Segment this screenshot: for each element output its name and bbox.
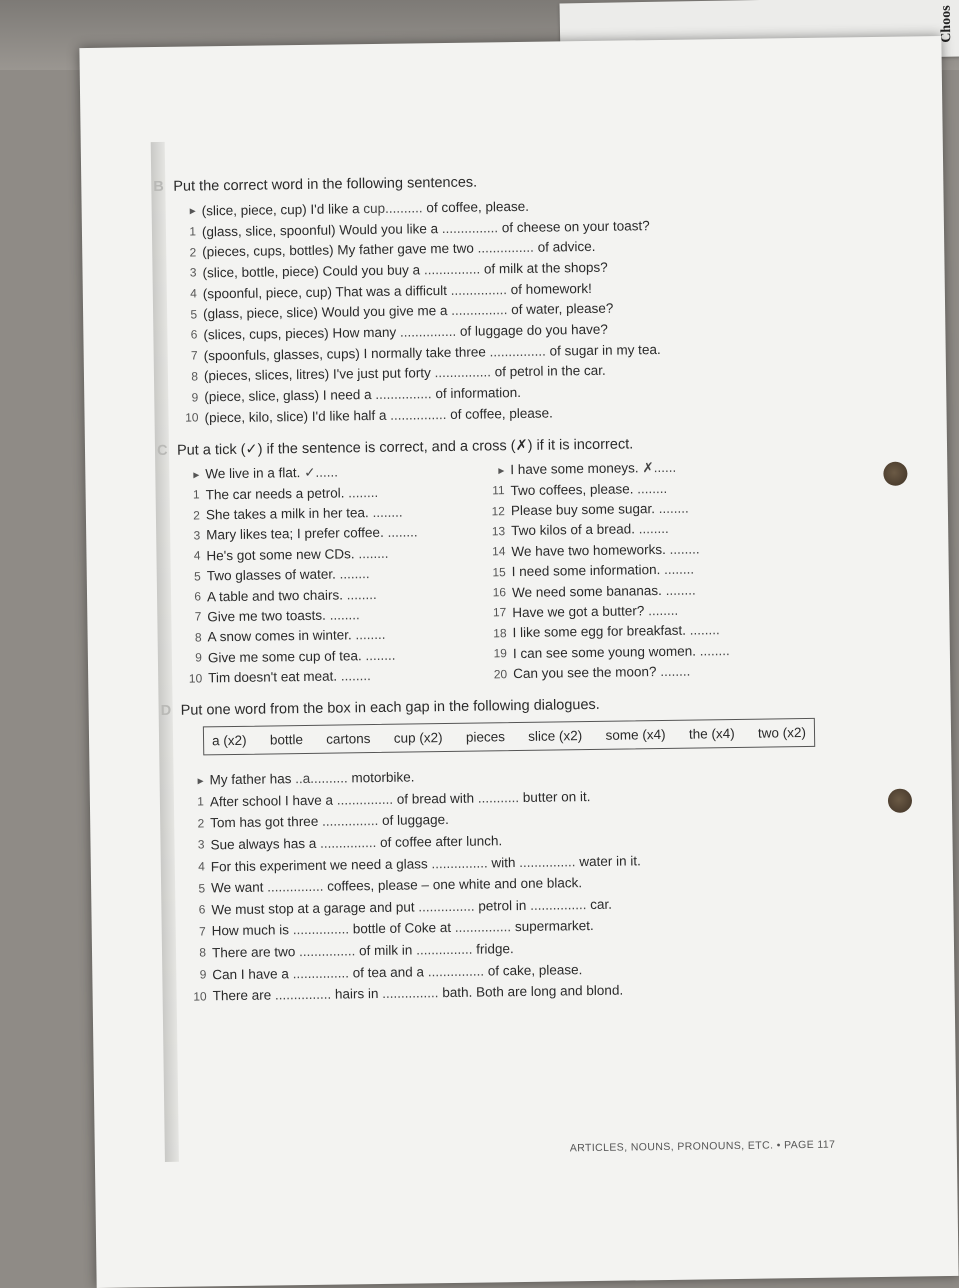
item-number: 12 xyxy=(491,503,505,518)
sentence-text: We have two homeworks. xyxy=(511,541,666,559)
answer-gap: ............... xyxy=(423,261,481,278)
answer-gap: ........ xyxy=(665,582,696,598)
item-ending: of coffee, please. xyxy=(450,405,553,422)
item-number: 3 xyxy=(193,528,201,543)
dialogue-text: motorbike. xyxy=(351,769,415,786)
answer-gap: ............... xyxy=(319,834,377,851)
word-box-item: the (x4) xyxy=(688,725,735,742)
answer-gap: ............... xyxy=(451,302,508,319)
answer-gap: ........ xyxy=(648,602,679,619)
sentence-text: The car needs a petrol. xyxy=(205,485,345,502)
sentence-text: Can you see the moon? xyxy=(513,664,657,682)
dialogue-text: bath. Both are long and blond. xyxy=(442,982,624,1001)
dialogue-text: Sue always has a xyxy=(210,835,317,853)
answer-gap: ........ xyxy=(365,647,396,663)
item-ending: of advice. xyxy=(537,239,596,255)
dialogue-text: Tom has got three xyxy=(210,814,319,831)
item-number: ▸ xyxy=(197,773,204,788)
dialogue-text: bottle of Coke at xyxy=(352,920,452,937)
dialogue-text: of tea and a xyxy=(352,963,425,980)
tick-cross-row xyxy=(485,660,790,685)
item-ending: of petrol in the car. xyxy=(494,363,606,380)
section-d-list xyxy=(181,760,864,1007)
item-prompt: (glass, piece, slice) Would you give me a xyxy=(203,303,448,322)
dialogue-text: of luggage. xyxy=(381,812,449,829)
dialogue-text: There are two xyxy=(211,944,296,961)
item-number: 20 xyxy=(493,666,508,682)
item-number: 18 xyxy=(493,626,507,641)
item-number: 7 xyxy=(194,609,202,625)
word-box-item: some (x4) xyxy=(605,726,666,743)
answer-gap: ..a.......... xyxy=(295,770,348,787)
answer-gap: ........ xyxy=(637,480,668,496)
answer-gap: ............... xyxy=(519,853,576,870)
word-box xyxy=(203,718,815,756)
answer-gap: ............... xyxy=(416,941,473,958)
item-prompt: (spoonfuls, glasses, cups) I normally take three xyxy=(203,344,486,364)
item-ending: of cheese on your toast? xyxy=(501,217,650,235)
dialogue-text: with xyxy=(491,854,516,870)
item-number: 7 xyxy=(190,348,198,363)
example-answer: cup.......... xyxy=(363,200,423,216)
answer-gap: ........... xyxy=(477,789,520,806)
section-b-letter: B xyxy=(153,178,164,196)
dialogue-text: of milk in xyxy=(359,942,413,959)
sentence-text: Please buy some sugar. xyxy=(510,501,656,519)
answer-gap: ........ xyxy=(660,663,691,680)
item-ending: of sugar in my tea. xyxy=(549,341,661,359)
answer-gap: ✗...... xyxy=(642,459,677,476)
sentence-text: I like some egg for breakfast. xyxy=(512,623,687,641)
item-number: 4 xyxy=(198,859,205,874)
worksheet-content xyxy=(153,169,864,1007)
answer-gap: ........ xyxy=(699,642,730,659)
answer-gap: ........ xyxy=(358,545,389,562)
item-number: 9 xyxy=(199,967,207,982)
sentence-text: Two kilos of a bread. xyxy=(511,521,636,539)
dialogue-text: of coffee after lunch. xyxy=(380,833,503,850)
item-number: 15 xyxy=(492,564,506,580)
sentence-text: She takes a milk in her tea. xyxy=(205,505,369,523)
item-number: 10 xyxy=(193,988,207,1004)
section-c-left-column xyxy=(177,460,485,689)
item-number: 1 xyxy=(192,487,200,502)
punch-hole-bottom xyxy=(888,789,912,813)
word-box-item: slice (x2) xyxy=(528,727,583,744)
dialogue-text: For this experiment we need a glass xyxy=(210,855,428,874)
answer-gap: ............... xyxy=(450,281,508,298)
item-ending: of information. xyxy=(435,384,522,402)
answer-gap: ............... xyxy=(274,986,332,1003)
word-box-item: bottle xyxy=(269,731,304,748)
sentence-text: He's got some new CDs. xyxy=(206,546,355,564)
section-c-letter: C xyxy=(156,442,168,459)
answer-gap: ........ xyxy=(658,500,689,517)
item-number: 3 xyxy=(197,837,205,852)
dialogue-text: hairs in xyxy=(334,986,379,1002)
sentence-text: Give me two toasts. xyxy=(207,607,326,625)
item-number: 2 xyxy=(197,816,205,831)
dialogue-text: We want xyxy=(211,879,264,896)
answer-gap: ............... xyxy=(321,813,379,830)
item-prompt: (slice, bottle, piece) Could you buy a xyxy=(202,262,421,281)
background-sheet-label: Choos xyxy=(938,5,955,43)
section-c-title: C Put a tick (✓) if the sentence is correct, and a cross (✗) if it is incorrect. xyxy=(156,435,634,459)
item-ending: of water, please? xyxy=(511,300,614,318)
punch-hole-top xyxy=(883,462,907,486)
dialogue-text: of bread with xyxy=(396,790,475,807)
answer-gap: ........ xyxy=(348,484,379,501)
sentence-text: A table and two chairs. xyxy=(206,587,343,604)
item-number: 2 xyxy=(193,507,201,523)
item-prompt: (slices, cups, pieces) How many xyxy=(203,324,397,343)
dialogue-text: supermarket. xyxy=(514,918,594,935)
item-number: 19 xyxy=(493,646,507,661)
sentence-text: Give me some cup of tea. xyxy=(207,647,362,666)
answer-gap: ........ xyxy=(387,524,418,541)
dialogue-text: petrol in xyxy=(478,897,527,914)
dialogue-text: water in it. xyxy=(579,852,641,869)
item-number: 8 xyxy=(199,945,207,960)
answer-gap: ............... xyxy=(489,343,546,360)
item-number: 4 xyxy=(193,548,201,563)
answer-gap: ........ xyxy=(669,541,700,557)
item-prompt: (spoonful, piece, cup) That was a difficult xyxy=(202,282,448,301)
section-d-letter: D xyxy=(160,702,172,719)
item-prompt: (piece, slice, glass) I need a xyxy=(204,387,372,405)
sentence-text: I can see some young women. xyxy=(512,643,697,661)
answer-gap: ........ xyxy=(689,622,720,638)
item-number: 10 xyxy=(188,671,203,686)
answer-gap: ............... xyxy=(292,921,350,938)
sentence-text: I need some information. xyxy=(511,562,661,580)
page-footer: ARTICLES, NOUNS, PRONOUNS, ETC. • PAGE 117 xyxy=(569,1138,836,1155)
item-number: 9 xyxy=(195,650,203,665)
answer-gap: ............... xyxy=(427,963,485,979)
answer-gap: ............... xyxy=(530,896,587,913)
item-number: 5 xyxy=(198,881,206,896)
answer-gap: ........ xyxy=(329,607,360,623)
item-number: 6 xyxy=(198,902,206,917)
answer-gap: ............... xyxy=(382,985,439,1002)
item-number: 17 xyxy=(492,605,507,620)
dialogue-text: butter on it. xyxy=(522,788,591,805)
item-number: 2 xyxy=(189,245,197,260)
item-number: 9 xyxy=(191,389,199,405)
word-box-item: two (x2) xyxy=(757,724,807,741)
item-number: 5 xyxy=(193,569,201,584)
answer-gap: ............... xyxy=(298,943,356,960)
answer-gap: ............... xyxy=(399,323,457,340)
section-b-title: B Put the correct word in the following sentences. xyxy=(153,174,478,196)
word-box-item: cup (x2) xyxy=(393,729,443,746)
dialogue-text: car. xyxy=(590,896,613,912)
section-d-title: D Put one word from the box in each gap in the following dialogues. xyxy=(160,696,600,719)
item-number: 4 xyxy=(190,286,197,301)
answer-gap: ........ xyxy=(355,627,386,643)
answer-gap: ............... xyxy=(390,406,447,423)
dialogue-text: of cake, please. xyxy=(487,961,583,978)
item-ending: of homework! xyxy=(510,280,592,297)
example-row: ▸ (slice, piece, cup) I'd like a cup.......... of coffee, please. xyxy=(189,198,530,219)
answer-gap: ✓...... xyxy=(304,464,339,480)
dialogue-text: Can I have a xyxy=(212,965,289,982)
answer-gap: ............... xyxy=(477,239,534,256)
sentence-text: A snow comes in winter. xyxy=(207,627,352,645)
item-number: 3 xyxy=(189,265,197,280)
answer-gap: ........ xyxy=(340,668,371,684)
sentence-text: Mary likes tea; I prefer coffee. xyxy=(206,525,384,543)
item-ending: of luggage do you have? xyxy=(459,321,608,339)
answer-gap: ............... xyxy=(267,878,324,895)
item-number: 8 xyxy=(194,630,202,645)
answer-gap: ............... xyxy=(431,854,488,871)
sentence-text: Two coffees, please. xyxy=(510,481,634,498)
dialogue-text: fridge. xyxy=(476,941,514,957)
section-b-list xyxy=(174,191,857,428)
answer-gap: ........ xyxy=(339,566,370,582)
section-c-columns xyxy=(177,455,860,689)
item-number: ▸ xyxy=(193,467,200,482)
item-prompt: (pieces, slices, litres) I've just put forty xyxy=(203,365,431,384)
item-number: 11 xyxy=(492,483,505,498)
answer-gap: ............... xyxy=(375,386,432,403)
item-number: 1 xyxy=(189,224,197,239)
sentence-text: We need some bananas. xyxy=(511,582,662,600)
sentence-text: Have we got a butter? xyxy=(512,603,645,621)
answer-gap: ............... xyxy=(434,364,491,381)
sentence-text: We live in a flat. xyxy=(205,465,301,482)
word-box-item: cartons xyxy=(326,730,371,747)
tick-cross-row xyxy=(180,664,485,689)
dialogue-text: There are xyxy=(212,987,272,1004)
sentence-text: Two glasses of water. xyxy=(206,566,336,584)
answer-gap: ........ xyxy=(638,521,669,537)
item-number: 1 xyxy=(197,794,205,809)
item-number: 16 xyxy=(492,585,507,600)
item-number: 7 xyxy=(198,924,206,939)
word-box-item: pieces xyxy=(465,729,506,745)
item-number: 13 xyxy=(491,524,506,539)
answer-gap: ........ xyxy=(372,504,403,521)
item-number: ▸ xyxy=(498,462,505,478)
dialogue-text: We must stop at a garage and put xyxy=(211,899,415,918)
item-prompt: (piece, kilo, slice) I'd like half a xyxy=(204,407,387,426)
word-box-item: a (x2) xyxy=(211,732,247,749)
dialogue-text: How much is xyxy=(211,922,290,939)
answer-gap: ............... xyxy=(336,791,394,808)
answer-gap: ........ xyxy=(663,561,695,578)
item-number: 8 xyxy=(191,369,199,384)
sentence-text: I have some moneys. xyxy=(510,460,639,478)
answer-gap: ............... xyxy=(418,898,475,915)
dialogue-text: After school I have a xyxy=(209,792,334,810)
dialogue-text: My father has xyxy=(209,771,292,788)
answer-gap: ........ xyxy=(346,586,377,602)
answer-gap: ............... xyxy=(454,919,512,936)
item-ending: of milk at the shops? xyxy=(483,259,608,277)
item-number: 14 xyxy=(491,544,506,559)
item-prompt: (pieces, cups, bottles) My father gave me two xyxy=(202,240,474,260)
item-prompt: (glass, slice, spoonful) Would you like a xyxy=(201,220,439,239)
section-c-right-column xyxy=(482,456,790,685)
answer-gap: ............... xyxy=(292,964,350,981)
item-number: 5 xyxy=(190,307,198,322)
answer-gap: ............... xyxy=(441,219,499,236)
item-number: 6 xyxy=(190,327,198,343)
dialogue-text: coffees, please – one white and one black. xyxy=(327,875,583,894)
sentence-text: Tim doesn't eat meat. xyxy=(208,668,338,686)
item-number: 10 xyxy=(185,410,199,425)
item-number: 6 xyxy=(194,589,202,604)
worksheet-page xyxy=(79,36,958,1288)
